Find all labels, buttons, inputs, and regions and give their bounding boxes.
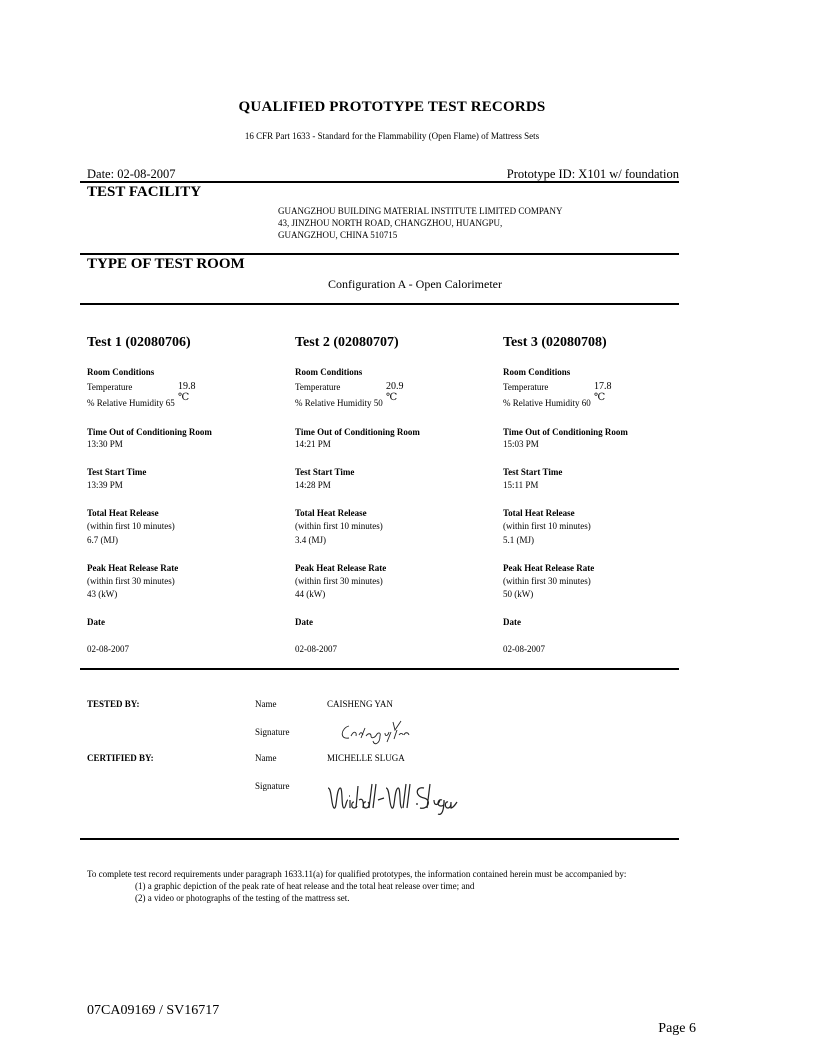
page-title: QUALIFIED PROTOTYPE TEST RECORDS (238, 99, 546, 115)
test-room-value: Configuration A - Open Calorimeter (328, 277, 502, 291)
time-out-label: Time Out of Conditioning Room (295, 427, 420, 437)
peak-heat-label: Peak Heat Release Rate (87, 563, 179, 573)
test-date-value: 02-08-2007 (503, 644, 545, 654)
humidity-value: % Relative Humidity 65 (87, 398, 175, 408)
footer-line: To complete test record requirements under paragraph 1633.11(a) for qualified prototypes, the information contained herein must be accompanied by: (87, 869, 627, 879)
total-heat-sub: (within first 10 minutes) (503, 521, 591, 531)
certifier-name: MICHELLE SLUGA (327, 753, 405, 763)
start-time-value: 15:11 PM (503, 480, 539, 490)
footer-line: (2) a video or photographs of the testing of the mattress set. (135, 893, 350, 903)
room-conditions-label: Room Conditions (295, 367, 363, 377)
total-heat-sub: (within first 10 minutes) (87, 521, 175, 531)
certified-by-label: CERTIFIED BY: (87, 753, 154, 763)
time-out-value: 15:03 PM (503, 439, 539, 449)
peak-heat-value: 43 (kW) (87, 589, 118, 599)
total-heat-value: 5.1 (MJ) (503, 535, 534, 545)
certifier-signature-label: Signature (255, 781, 290, 791)
tester-name: CAISHENG YAN (327, 699, 393, 709)
temperature-value: 19.8 ℃ (178, 381, 196, 403)
temperature-label: Temperature (503, 382, 549, 392)
start-time-label: Test Start Time (503, 467, 563, 477)
date-label: Date (87, 617, 105, 627)
test-date-value: 02-08-2007 (87, 644, 129, 654)
total-heat-sub: (within first 10 minutes) (295, 521, 383, 531)
peak-heat-value: 44 (kW) (295, 589, 326, 599)
time-out-value: 13:30 PM (87, 439, 123, 449)
document-number: 07CA09169 / SV16717 (87, 1003, 220, 1018)
address-line: GUANGZHOU, CHINA 510715 (278, 230, 398, 240)
peak-heat-value: 50 (kW) (503, 589, 534, 599)
certifier-signature (318, 776, 498, 826)
divider (80, 303, 679, 305)
tester-signature-label: Signature (255, 727, 290, 737)
test-room-heading: TYPE OF TEST ROOM (87, 256, 245, 272)
total-heat-label: Total Heat Release (295, 508, 367, 518)
tester-signature (335, 716, 415, 746)
peak-heat-label: Peak Heat Release Rate (295, 563, 387, 573)
divider (80, 253, 679, 255)
divider (80, 838, 679, 840)
peak-heat-sub: (within first 30 minutes) (295, 576, 383, 586)
humidity-value: % Relative Humidity 50 (295, 398, 383, 408)
time-out-value: 14:21 PM (295, 439, 331, 449)
peak-heat-sub: (within first 30 minutes) (87, 576, 175, 586)
start-time-label: Test Start Time (295, 467, 355, 477)
test-title: Test 1 (02080706) (87, 335, 191, 350)
test-facility-heading: TEST FACILITY (87, 184, 202, 200)
temperature-value: 20.9 ℃ (386, 381, 404, 403)
divider (80, 668, 679, 670)
address-line: GUANGZHOU BUILDING MATERIAL INSTITUTE LIMITED COMPANY (278, 206, 563, 216)
date-label: Date (295, 617, 313, 627)
temperature-value: 17.8 ℃ (594, 381, 612, 403)
page-number: Page 6 (658, 1021, 696, 1036)
time-out-label: Time Out of Conditioning Room (87, 427, 212, 437)
temperature-label: Temperature (295, 382, 341, 392)
peak-heat-label: Peak Heat Release Rate (503, 563, 595, 573)
start-time-label: Test Start Time (87, 467, 147, 477)
test-date-value: 02-08-2007 (295, 644, 337, 654)
date-label: Date (503, 617, 521, 627)
total-heat-label: Total Heat Release (87, 508, 159, 518)
tested-by-label: TESTED BY: (87, 699, 140, 709)
prototype-id: Prototype ID: X101 w/ foundation (506, 167, 679, 181)
page-subtitle: 16 CFR Part 1633 - Standard for the Flammability (Open Flame) of Mattress Sets (244, 131, 540, 141)
footer-note (87, 868, 687, 904)
test-column (295, 335, 495, 368)
divider (80, 181, 679, 183)
start-time-value: 14:28 PM (295, 480, 331, 490)
peak-heat-sub: (within first 30 minutes) (503, 576, 591, 586)
footer-line: (1) a graphic depiction of the peak rate of heat release and the total heat release over time; and (135, 881, 475, 891)
address-line: 43, JINZHOU NORTH ROAD, CHANGZHOU, HUANGPU, (278, 218, 503, 228)
total-heat-value: 3.4 (MJ) (295, 535, 326, 545)
facility-address (278, 205, 563, 241)
test-column (503, 335, 703, 368)
time-out-label: Time Out of Conditioning Room (503, 427, 628, 437)
tester-name-label: Name (255, 699, 277, 709)
total-heat-value: 6.7 (MJ) (87, 535, 118, 545)
test-title: Test 3 (02080708) (503, 335, 607, 350)
start-time-value: 13:39 PM (87, 480, 123, 490)
test-column (87, 335, 287, 368)
certifier-name-label: Name (255, 753, 277, 763)
test-title: Test 2 (02080707) (295, 335, 399, 350)
record-date: Date: 02-08-2007 (87, 167, 176, 181)
room-conditions-label: Room Conditions (503, 367, 571, 377)
humidity-value: % Relative Humidity 60 (503, 398, 591, 408)
total-heat-label: Total Heat Release (503, 508, 575, 518)
temperature-label: Temperature (87, 382, 133, 392)
room-conditions-label: Room Conditions (87, 367, 155, 377)
